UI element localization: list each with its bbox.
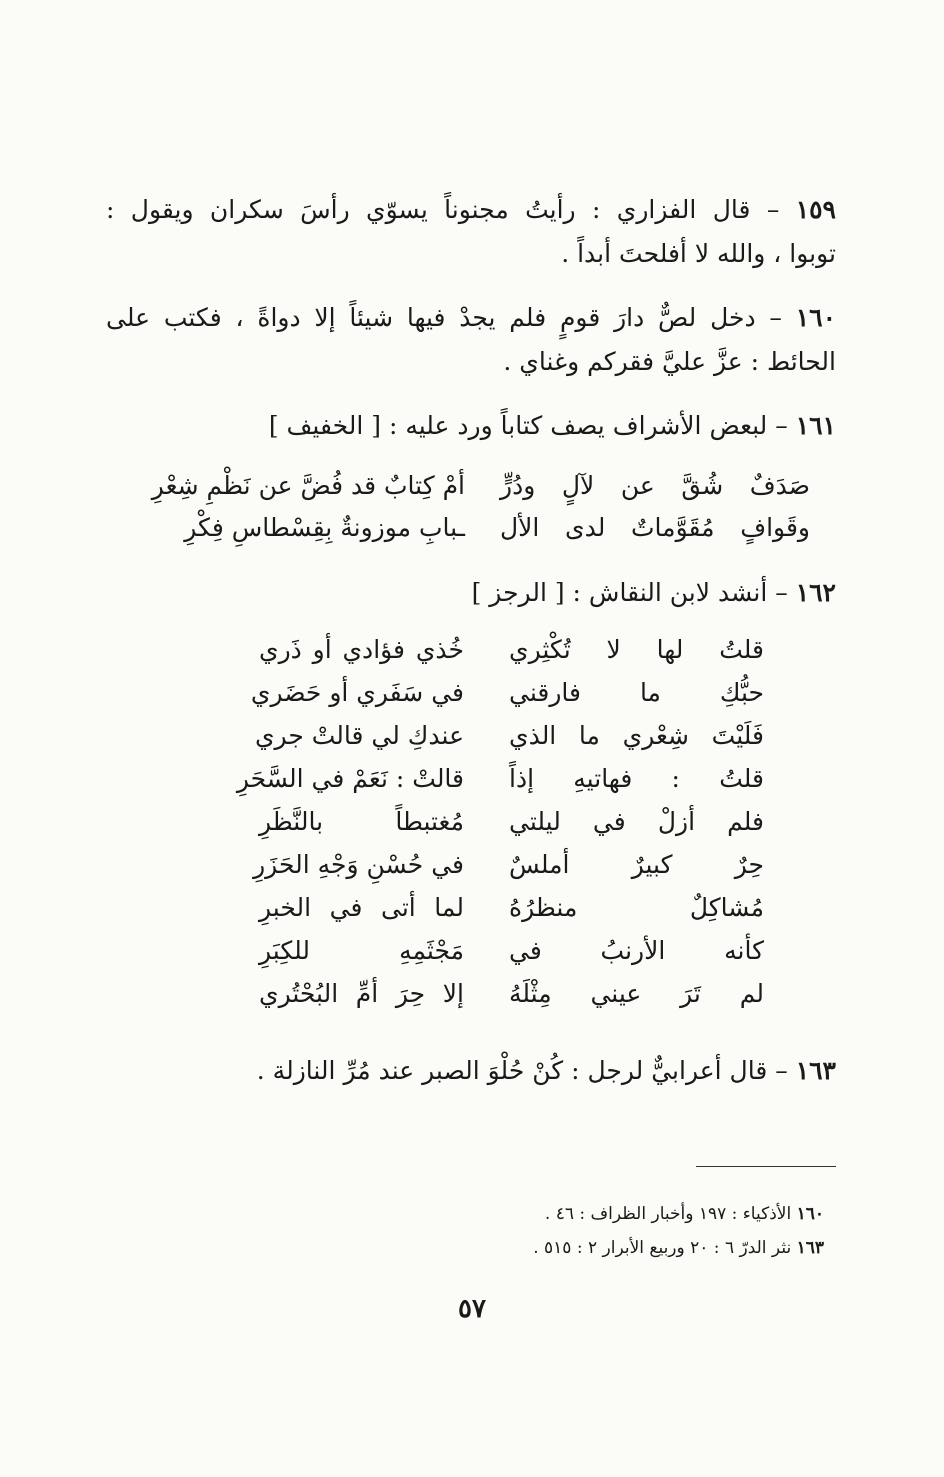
poem-row	[130, 508, 810, 548]
poem-row	[254, 802, 764, 842]
poem-hemistich-second: إلا حِرَ أمِّ البُحْتُري	[259, 979, 464, 1008]
poem-row	[236, 759, 764, 799]
poem-hemistich-second: أمْ كِتابٌ قد فُضَّ عن نَظْمِ شِعْرِ	[151, 471, 465, 500]
entry-line: توبوا ، والله لا أفلحتَ أبداً .	[561, 239, 836, 268]
poem-hemistich-second: قالتْ : نَعَمْ في السَّحَرِ	[236, 764, 464, 793]
entry-line	[106, 296, 836, 340]
poem-row	[254, 716, 764, 756]
poem-hemistich-first: صَدَفٌ شُقَّ عن لآلٍ ودُرٍّ	[500, 471, 810, 500]
entry-163	[106, 1049, 836, 1093]
footnote-separator	[696, 1166, 836, 1167]
entry-heading: – لبعض الأشراف يصف كتاباً ورد عليه : [ الخفيف ]	[268, 411, 788, 440]
entry-line	[106, 1049, 836, 1093]
poem-row	[130, 466, 810, 506]
entry-159	[106, 188, 836, 276]
poem-hemistich-second: مَجْثَمِهِ للكِبَرِ	[259, 936, 464, 965]
poem-row	[254, 845, 764, 885]
entry-number: ١٥٩	[795, 195, 836, 224]
entry-161	[106, 404, 836, 448]
poem-hemistich-first: كأنه الأرنبُ في	[509, 936, 764, 965]
poem-row	[254, 888, 764, 928]
entry-162	[106, 571, 836, 615]
poem-hemistich-second: لما أتى في الخبرِ	[259, 893, 464, 922]
footnote-160	[545, 1200, 824, 1228]
poem-row	[254, 630, 764, 670]
poem-khafif	[130, 466, 810, 550]
poem-hemistich-second: في سَفَري أو حَضَري	[250, 678, 464, 707]
entry-line	[106, 188, 836, 232]
poem-row	[250, 673, 764, 713]
poem-hemistich-second: ـبابِ موزونةٌ بِقِسْطاسِ فِكْرِ	[184, 513, 465, 542]
entry-160	[106, 296, 836, 384]
entry-line	[106, 571, 836, 615]
entry-number: ١٦٢	[795, 578, 836, 607]
entry-heading: – أنشد لابن النقاش : [ الرجز ]	[471, 578, 788, 607]
poem-hemistich-first: قلتُ : فهاتيهِ إذاً	[509, 764, 764, 793]
entry-text: – قال الفزاري : رأيتُ مجنوناً يسوّي رأسَ سكران ويقول :	[106, 195, 780, 224]
footnote-163	[533, 1234, 824, 1262]
poem-row	[254, 974, 764, 1014]
entry-line: الحائط : عزَّ عليَّ فقركم وغناي .	[503, 347, 836, 376]
poem-hemistich-second: في حُسْنِ وَجْهِ الحَزَرِ	[253, 850, 464, 879]
poem-hemistich-first: حبُّكِ ما فارقني	[509, 678, 764, 707]
entry-number: ١٦١	[795, 411, 836, 440]
entry-line	[106, 404, 836, 448]
poem-hemistich-first: فَلَيْتَ شِعْري ما الذي	[509, 721, 764, 750]
entry-text: – دخل لصٌّ دارَ قومٍ فلم يجدْ فيها شيئاً إلا دواةً ، فكتب على	[106, 303, 782, 332]
poem-hemistich-second: عندكِ لي قالتْ جري	[254, 721, 464, 750]
footnote-text: الأذكياء : ١٩٧ وأخبار الظراف : ٤٦ .	[544, 1204, 792, 1224]
footnote-text: نثر الدرّ ٦ : ٢٠ وربيع الأبرار ٢ : ٥١٥ .	[533, 1238, 792, 1258]
entry-number: ١٦٠	[795, 303, 837, 332]
poem-hemistich-first: فلم أزلْ في ليلتي	[509, 807, 764, 836]
poem-hemistich-second: مُغتبطاً بالنَّظَرِ	[259, 807, 464, 836]
poem-hemistich-first: وقَوافٍ مُقَوَّماتٌ لدى الأل	[500, 513, 810, 542]
entry-number: ١٦٣	[795, 1056, 836, 1085]
poem-hemistich-first: قلتُ لها لا تُكْثِري	[509, 635, 764, 664]
poem-hemistich-second: خُذي فؤادي أو ذَري	[259, 635, 464, 664]
poem-hemistich-first: لم تَرَ عيني مِثْلَهُ	[509, 979, 764, 1008]
poem-hemistich-first: حِرٌ كبيرٌ أملسٌ	[509, 850, 764, 879]
poem-rajaz	[236, 630, 764, 1030]
footnote-number: ١٦٠	[796, 1204, 824, 1224]
footnote-number: ١٦٣	[796, 1238, 824, 1258]
page-number: ٥٧	[458, 1294, 486, 1324]
poem-hemistich-first: مُشاكِلٌ منظرُهُ	[509, 893, 764, 922]
poem-row	[254, 931, 764, 971]
entry-heading: – قال أعرابيٌّ لرجل : كُنْ حُلْوَ الصبر عند مُرِّ النازلة .	[256, 1056, 788, 1085]
